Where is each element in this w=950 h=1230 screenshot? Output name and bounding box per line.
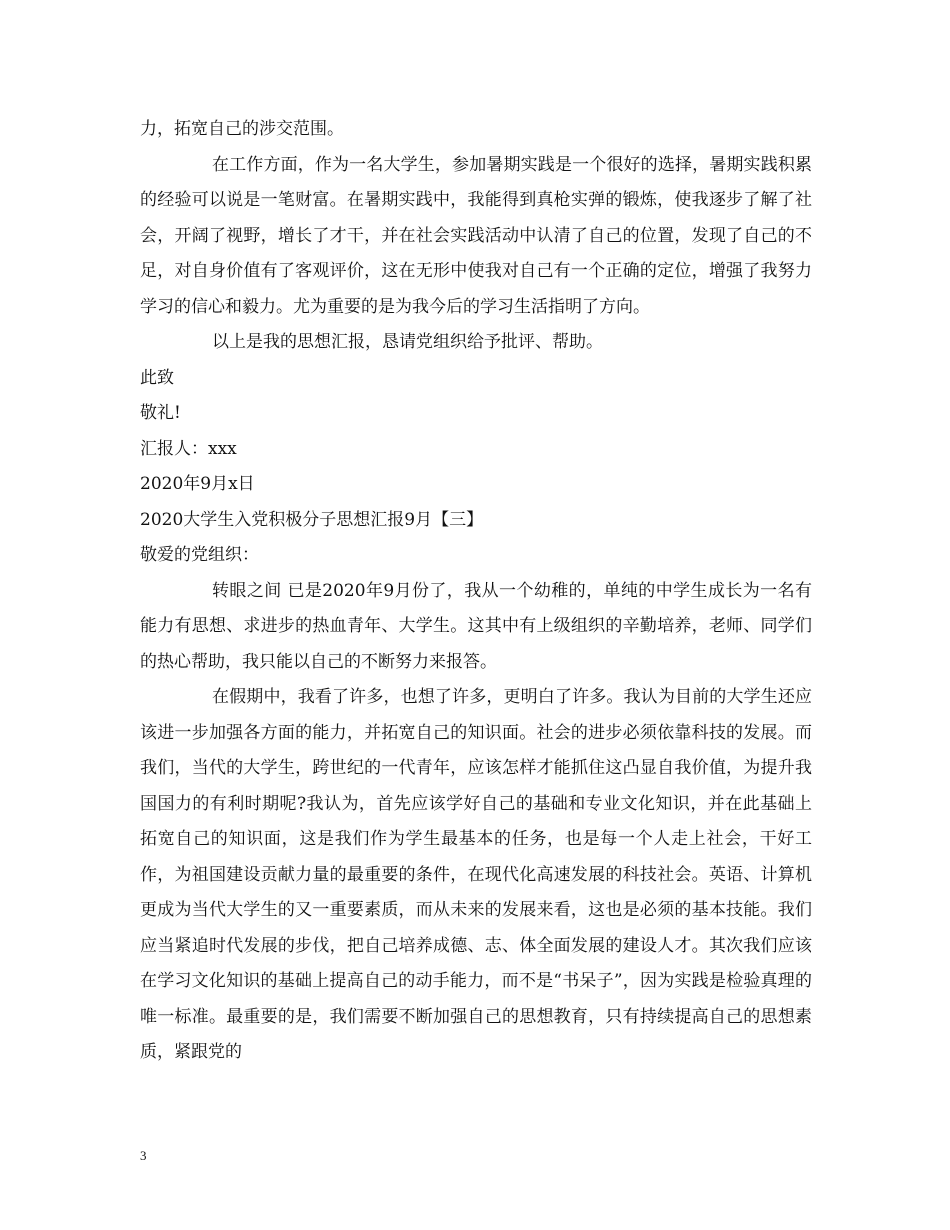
page-number: 3 <box>140 1148 147 1163</box>
document-body <box>140 112 812 1071</box>
salutation-cizhi: 此致 <box>140 367 174 388</box>
reporter-name: 汇报人：xxx <box>140 438 237 459</box>
paragraph-intro: 转眼之间 已是2020年9月份了，我从一个幼稚的，单纯的中学生成长为一名有能力有思想、求进步的热血青年、大学生。这其中有上级组织的辛勤培养，老师、同学们的热心帮助，我只能以自己的不断努力来报答。 <box>140 580 812 672</box>
greeting: 敬爱的党组织： <box>140 545 259 565</box>
paragraph-continuation: 力，拓宽自己的涉交范围。 <box>140 119 344 139</box>
paragraph-work-practice: 在工作方面，作为一名大学生，参加暑期实践是一个很好的选择，暑期实践积累的经验可以说是一笔财富。在暑期实践中，我能得到真枪实弹的锻炼，使我逐步了解了社会，开阔了视野，增长了才干，并在社会实践活动中认清了自己的位置，发现了自己的不足，对自身价值有了客观评价，这在无形中使我对自己有一个正确的定位，增强了我努力学习的信心和毅力。尤为重要的是为我今后的学习生活指明了方向。 <box>140 154 812 317</box>
salutation-jingli: 敬礼! <box>140 403 181 423</box>
report-date: 2020年9月x日 <box>140 474 255 494</box>
paragraph-closing-request: 以上是我的思想汇报，恳请党组织给予批评、帮助。 <box>212 332 603 352</box>
paragraph-holiday-reflection: 在假期中，我看了许多，也想了许多，更明白了许多。我认为目前的大学生还应该进一步加强各方面的能力，并拓宽自己的知识面。社会的进步必须依靠科技的发展。而我们，当代的大学生，跨世纪的一代青年，应该怎样才能抓住这凸显自我价值，为提升我国国力的有利时期呢?我认为，首先应该学好自己的基础和专业文化知识，并在此基础上拓宽自己的知识面，这是我们作为学生最基本的任务，也是每一个人走上社会，干好工作，为祖国建设贡献力量的最重要的条件，在现代化高速发展的科技社会。英语、计算机更成为当代大学生的又一重要素质，而从未来的发展来看，这也是必须的基本技能。我们应当紧追时代发展的步伐，把自己培养成德、志、体全面发展的建设人才。其次我们应该在学习文化知识的基础上提高自己的动手能力，而不是“书呆子”，因为实践是检验真理的唯一标准。最重要的是，我们需要不断加强自己的思想教育，只有持续提高自己的思想素质，紧跟党的 <box>140 687 812 1062</box>
section-heading: 2020大学生入党积极分子思想汇报9月【三】 <box>140 509 484 530</box>
